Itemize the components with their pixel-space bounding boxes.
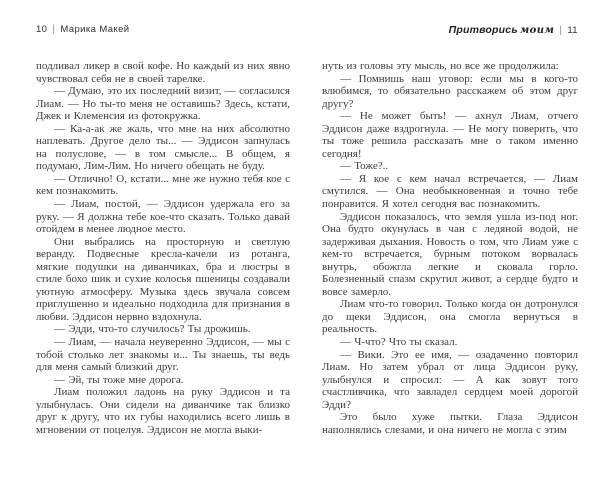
paragraph: — Не может быть! — ахнул Лиам, отчего Эддисон даже вздрогнула. — Не могу поверить, что ты тоже решила рассказать мне о таком именно сегодня! — [322, 110, 578, 160]
page-right — [322, 24, 578, 436]
header-separator-right: | — [559, 25, 563, 36]
author-name: Марика Макей — [60, 24, 130, 35]
paragraph: — Вики. Это ее имя, — озадаченно повторил Лиам. Но затем убрал от лица Эддисон руку, улыбнулся и спросил: — А как зовут того счастливчика, что завладел сердцем моей дорогой Эдди? — [322, 348, 578, 411]
paragraph: — Лиам, постой, — Эддисон удержала его за руку. — Я должна тебе кое-что сказать. Только давай отойдем в менее людное место. — [36, 198, 290, 236]
paragraph: Эддисон показалось, что земля ушла из-под ног. Она будто окунулась в чан с ледяной водой, не задерживая дыхания. Новость о том, что Лиам уже с кем-то встречается, бурным потоком ворвалась внутрь, обожгла легкие и сковала горло. Болезненный спазм скрутил живот, а сердце будто и вовсе замерло. — [322, 210, 578, 298]
paragraph: — Отлично! О, кстати... мне же нужно тебя кое с кем познакомить. — [36, 172, 290, 198]
page-left — [36, 24, 290, 436]
page-right-text — [322, 60, 578, 436]
page-left-text — [36, 60, 290, 436]
paragraph: Лиам что-то говорил. Только когда он дотронулся до щеки Эддисон, она смогла вернуться в реальность. — [322, 298, 578, 336]
book-title-script: моим — [519, 25, 555, 36]
paragraph: — Ч-что? Что ты сказал. — [340, 336, 458, 349]
paragraph: подливал ликер в свой кофе. Но каждый из них явно чувствовал себя не в своей тарелке. — [36, 60, 290, 85]
paragraph: Они выбрались на просторную и светлую веранду. Подвесные кресла-качели из ротанга, мягкие подушки на диванчиках, бра и люстры в стиле бохо шик и сухие колосья пшеницы создавали уютную атмосферу. Музыка здесь звучала совсем приглушенно и идеально подходила для признания в любви. Эддисон нервно вздохнула. — [36, 235, 290, 323]
paragraph: — Я кое с кем начал встречается, — Лиам смутился. — Она необыкновенная и точно тебе понравится. Я хотел сегодня вас познакомить. — [322, 172, 578, 211]
page-number-left: 10 — [36, 24, 48, 35]
paragraph: — Лиам, — начала неуверенно Эддисон, — мы с тобой столько лет знакомы и... Ты знаешь, ты ведь для меня самый близкий друг. — [36, 336, 290, 374]
paragraph: Лиам положил ладонь на руку Эддисон и та улыбнулась. Они сидели на диванчике так близко друг к другу, что их губы находились всего лишь в мгновении от поцелуя. Эддисон не могла выки- — [36, 386, 290, 436]
paragraph: — Думаю, это их последний визит, — согласился Лиам. — Но ты-то меня не оставишь? Здесь, кстати, Джек и Клеменсия из фотокружка. — [36, 85, 290, 123]
paragraph: нуть из головы эту мысль, но все же продолжила: — [322, 60, 559, 72]
paragraph: — Эдди, что-то случилось? Ты дрожишь. — [54, 323, 251, 336]
paragraph: — Эй, ты тоже мне дорога. — [54, 373, 184, 386]
book-title: Притворись — [448, 24, 518, 36]
paragraph: — Помнишь наш уговор: если мы в кого-то влюбимся, то обязательно расскажем об этом друг другу? — [322, 72, 578, 110]
page-number-right: 11 — [567, 25, 578, 36]
running-head-right — [322, 24, 578, 36]
header-separator-left: | — [52, 24, 56, 35]
paragraph: — Тоже?.. — [340, 160, 389, 173]
running-head-left — [36, 24, 290, 36]
paragraph: — Ка-а-ак же жаль, что мне на них абсолютно наплевать. Другое дело ты... — Эддисон запнулась на полуслове, — в том смысле... В общем, я подумаю, Лим-Лим. Но ничего обещать не буду. — [36, 122, 290, 173]
paragraph: Это было хуже пытки. Глаза Эддисон наполнялись слезами, и она ничего не могла с этим — [322, 411, 578, 436]
